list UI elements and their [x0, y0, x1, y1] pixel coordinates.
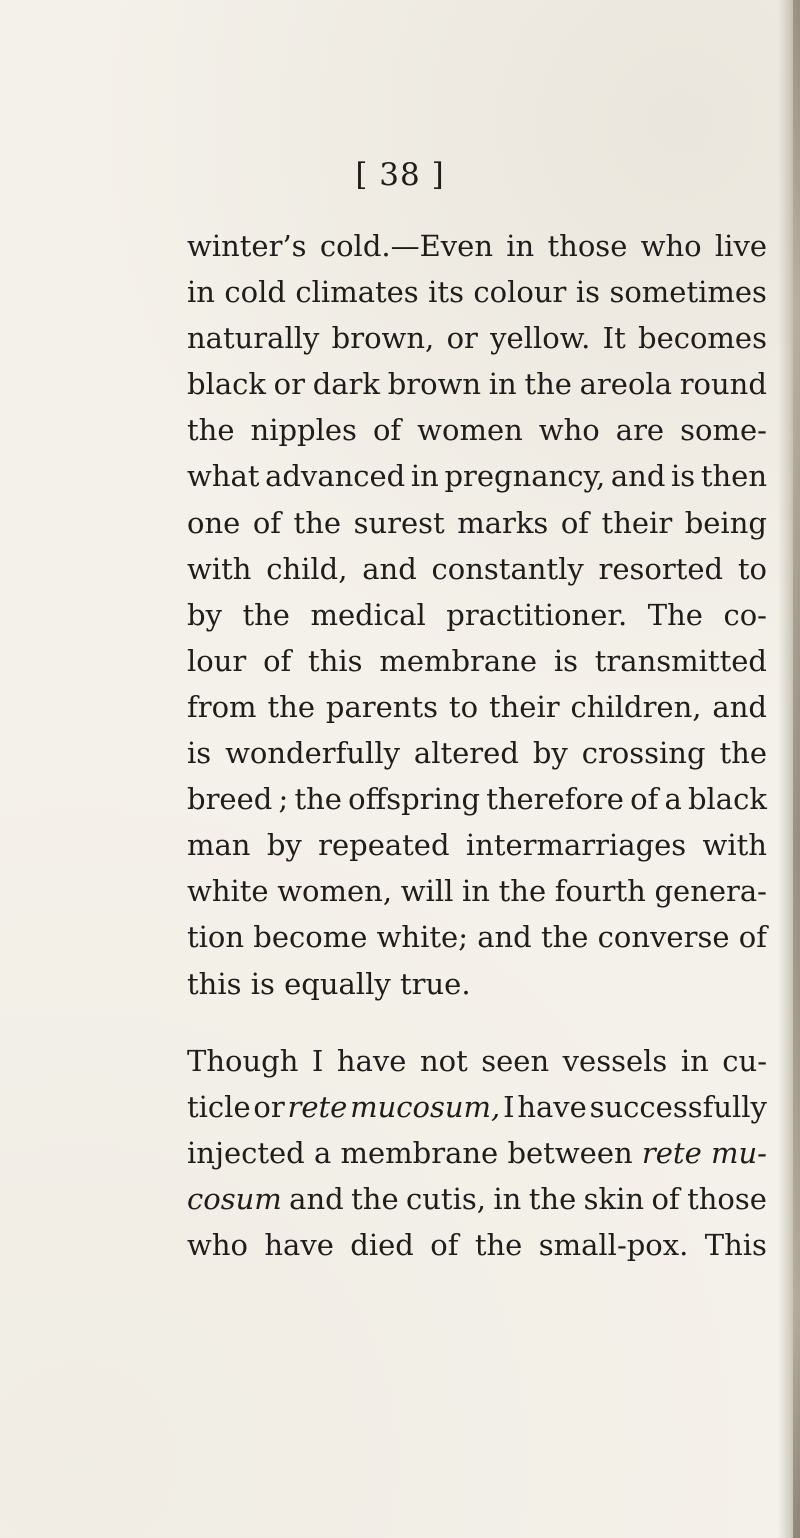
word: the: [187, 413, 235, 448]
word: then: [700, 459, 767, 494]
word: children,: [570, 689, 702, 724]
word: this: [308, 643, 363, 678]
italic-word: rete: [287, 1090, 348, 1125]
word: women,: [277, 874, 393, 909]
word: skin: [583, 1182, 645, 1217]
text-line-22: [187, 1222, 767, 1268]
word: cu-: [722, 1044, 767, 1078]
text-line-1: [187, 223, 767, 269]
word: dark: [312, 367, 380, 402]
word: or: [446, 321, 478, 356]
word: what: [187, 459, 260, 494]
word: medical: [310, 597, 426, 632]
word: yellow.: [490, 321, 591, 356]
text-line-13: [187, 776, 767, 822]
word: marks: [457, 505, 549, 540]
word: naturally: [187, 321, 320, 356]
word: to: [737, 551, 767, 586]
word: transmitted: [594, 643, 767, 678]
word: nipples: [250, 413, 357, 448]
text-line-8: [187, 546, 767, 592]
word: have: [264, 1228, 334, 1263]
text-line-6: [187, 453, 767, 499]
word: some-: [680, 413, 767, 448]
word: Though: [187, 1044, 299, 1078]
word: of: [630, 782, 659, 817]
word: cold.—Even: [319, 229, 493, 263]
word: vessels: [562, 1044, 668, 1078]
text-line-4: [187, 361, 767, 407]
word: therefore: [486, 782, 624, 817]
word: climates: [295, 275, 419, 310]
word: altered: [413, 736, 519, 771]
word: their: [601, 505, 673, 540]
word: tion: [187, 920, 245, 955]
word: It: [602, 321, 626, 356]
word: died: [350, 1228, 414, 1263]
page-edge-shadow: [778, 0, 800, 1538]
word: successfully: [589, 1090, 767, 1125]
word: round: [679, 367, 767, 402]
word: in: [187, 275, 215, 310]
word: repeated: [318, 828, 450, 863]
word: parents: [325, 689, 438, 724]
word: brown: [387, 367, 482, 402]
word: women: [417, 413, 523, 448]
word: this: [187, 966, 242, 1001]
word: the: [524, 367, 572, 402]
word: intermarriages: [465, 828, 687, 863]
word: brown,: [331, 321, 435, 356]
word: advanced: [265, 459, 406, 494]
text-line-16: [187, 914, 767, 960]
word: live: [714, 229, 767, 263]
text-line-2: [187, 269, 767, 315]
text-line-21: [187, 1176, 767, 1222]
word: a: [313, 1136, 332, 1171]
paragraph-2: [187, 1038, 767, 1268]
word: being: [684, 505, 767, 540]
word: those: [687, 1182, 767, 1217]
word: converse: [597, 920, 730, 955]
word: sometimes: [609, 275, 767, 310]
text-line-7: [187, 500, 767, 546]
word: I: [503, 1090, 515, 1125]
text-line-9: [187, 592, 767, 638]
word: not: [419, 1044, 468, 1078]
word: have: [517, 1090, 587, 1125]
word: fourth: [554, 874, 646, 909]
word: crossing: [581, 736, 706, 771]
word: of: [651, 1182, 680, 1217]
word: and: [477, 920, 532, 955]
text-line-11: [187, 684, 767, 730]
word: and: [610, 459, 666, 494]
word: by: [532, 736, 568, 771]
word: a: [664, 782, 682, 817]
word: of: [738, 920, 767, 955]
word: become: [253, 920, 368, 955]
word: becomes: [638, 321, 767, 356]
italic-word: cosum: [187, 1182, 282, 1217]
italic-word: mucosum,: [350, 1090, 501, 1125]
word: offspring: [348, 782, 481, 817]
text-line-10: [187, 638, 767, 684]
word: black: [187, 367, 266, 402]
word: membrane: [379, 643, 538, 678]
word: equally: [284, 966, 391, 1001]
word: the: [267, 689, 315, 724]
word: who: [538, 413, 600, 448]
word: have: [336, 1044, 407, 1078]
word: white;: [376, 920, 468, 955]
text-line-15: [187, 868, 767, 914]
word: the: [294, 782, 342, 817]
word: breed: [187, 782, 273, 817]
word: practitioner.: [446, 597, 628, 632]
word: the: [293, 505, 342, 540]
word: in: [493, 1182, 522, 1217]
word: genera-: [654, 874, 767, 909]
word: are: [615, 413, 665, 448]
word: of: [372, 413, 402, 448]
word: the: [719, 736, 767, 771]
word: The: [647, 597, 703, 632]
word: co-: [723, 597, 767, 632]
word: winter’s: [187, 229, 307, 263]
word: is: [575, 275, 601, 310]
word: in: [506, 229, 535, 263]
word: seen: [481, 1044, 550, 1078]
word: constantly: [431, 551, 584, 586]
text-line-3: [187, 315, 767, 361]
text-line-20: [187, 1130, 767, 1176]
text-line-12: [187, 730, 767, 776]
word: man: [187, 828, 251, 863]
word: pregnancy,: [444, 459, 606, 494]
word: to: [448, 689, 479, 724]
word: by: [266, 828, 302, 863]
word: of: [430, 1228, 459, 1263]
word: between: [507, 1136, 633, 1171]
word: wonderfully: [225, 736, 400, 771]
word: or: [253, 1090, 285, 1125]
word: by: [187, 597, 222, 632]
paragraph-1: [187, 223, 767, 1007]
word: will: [400, 874, 454, 909]
word: the: [242, 597, 290, 632]
word: is: [187, 736, 212, 771]
word: or: [273, 367, 305, 402]
word: and: [712, 689, 767, 724]
word: black: [687, 782, 767, 817]
word: lour: [187, 643, 247, 678]
word: child,: [266, 551, 348, 586]
word: is: [250, 966, 275, 1001]
word: is: [553, 643, 578, 678]
page-number-header: [ 38 ]: [355, 157, 445, 193]
word: This: [704, 1228, 767, 1263]
word: in: [680, 1044, 709, 1078]
word: ;: [278, 782, 289, 817]
word: areola: [579, 367, 672, 402]
word: with: [702, 828, 767, 863]
word: of: [263, 643, 292, 678]
word: the: [474, 1228, 523, 1263]
text-line-18: [187, 1038, 767, 1084]
word: white: [187, 874, 269, 909]
word: cutis,: [406, 1182, 486, 1217]
word: and: [362, 551, 417, 586]
word: who: [187, 1228, 248, 1263]
word: with: [187, 551, 252, 586]
word: small-pox.: [538, 1228, 689, 1263]
word: surest: [353, 505, 445, 540]
word: one: [187, 505, 241, 540]
word: I: [311, 1044, 324, 1078]
word: in: [488, 367, 517, 402]
word: the: [540, 920, 589, 955]
word: the: [351, 1182, 399, 1217]
word: colour: [473, 275, 567, 310]
word: membrane: [340, 1136, 499, 1171]
word: the: [528, 1182, 577, 1217]
word: and: [289, 1182, 344, 1217]
word: in: [462, 874, 490, 909]
text-line-19: [187, 1084, 767, 1130]
word: the: [498, 874, 547, 909]
word: its: [428, 275, 464, 310]
word: true.: [399, 966, 471, 1001]
word: is: [671, 459, 696, 494]
word: their: [488, 689, 560, 724]
text-line-14: [187, 822, 767, 868]
text-line-17: [187, 961, 767, 1007]
text-line-5: [187, 407, 767, 453]
italic-word: mu-: [710, 1136, 767, 1171]
word: of: [560, 505, 590, 540]
word: in: [410, 459, 439, 494]
italic-word: rete: [641, 1136, 702, 1171]
word: cold: [224, 275, 286, 310]
word: ticle: [187, 1090, 251, 1125]
word: of: [252, 505, 282, 540]
word: who: [640, 229, 702, 263]
word: those: [547, 229, 628, 263]
word: resorted: [598, 551, 724, 586]
word: injected: [187, 1136, 305, 1171]
word: from: [187, 689, 257, 724]
